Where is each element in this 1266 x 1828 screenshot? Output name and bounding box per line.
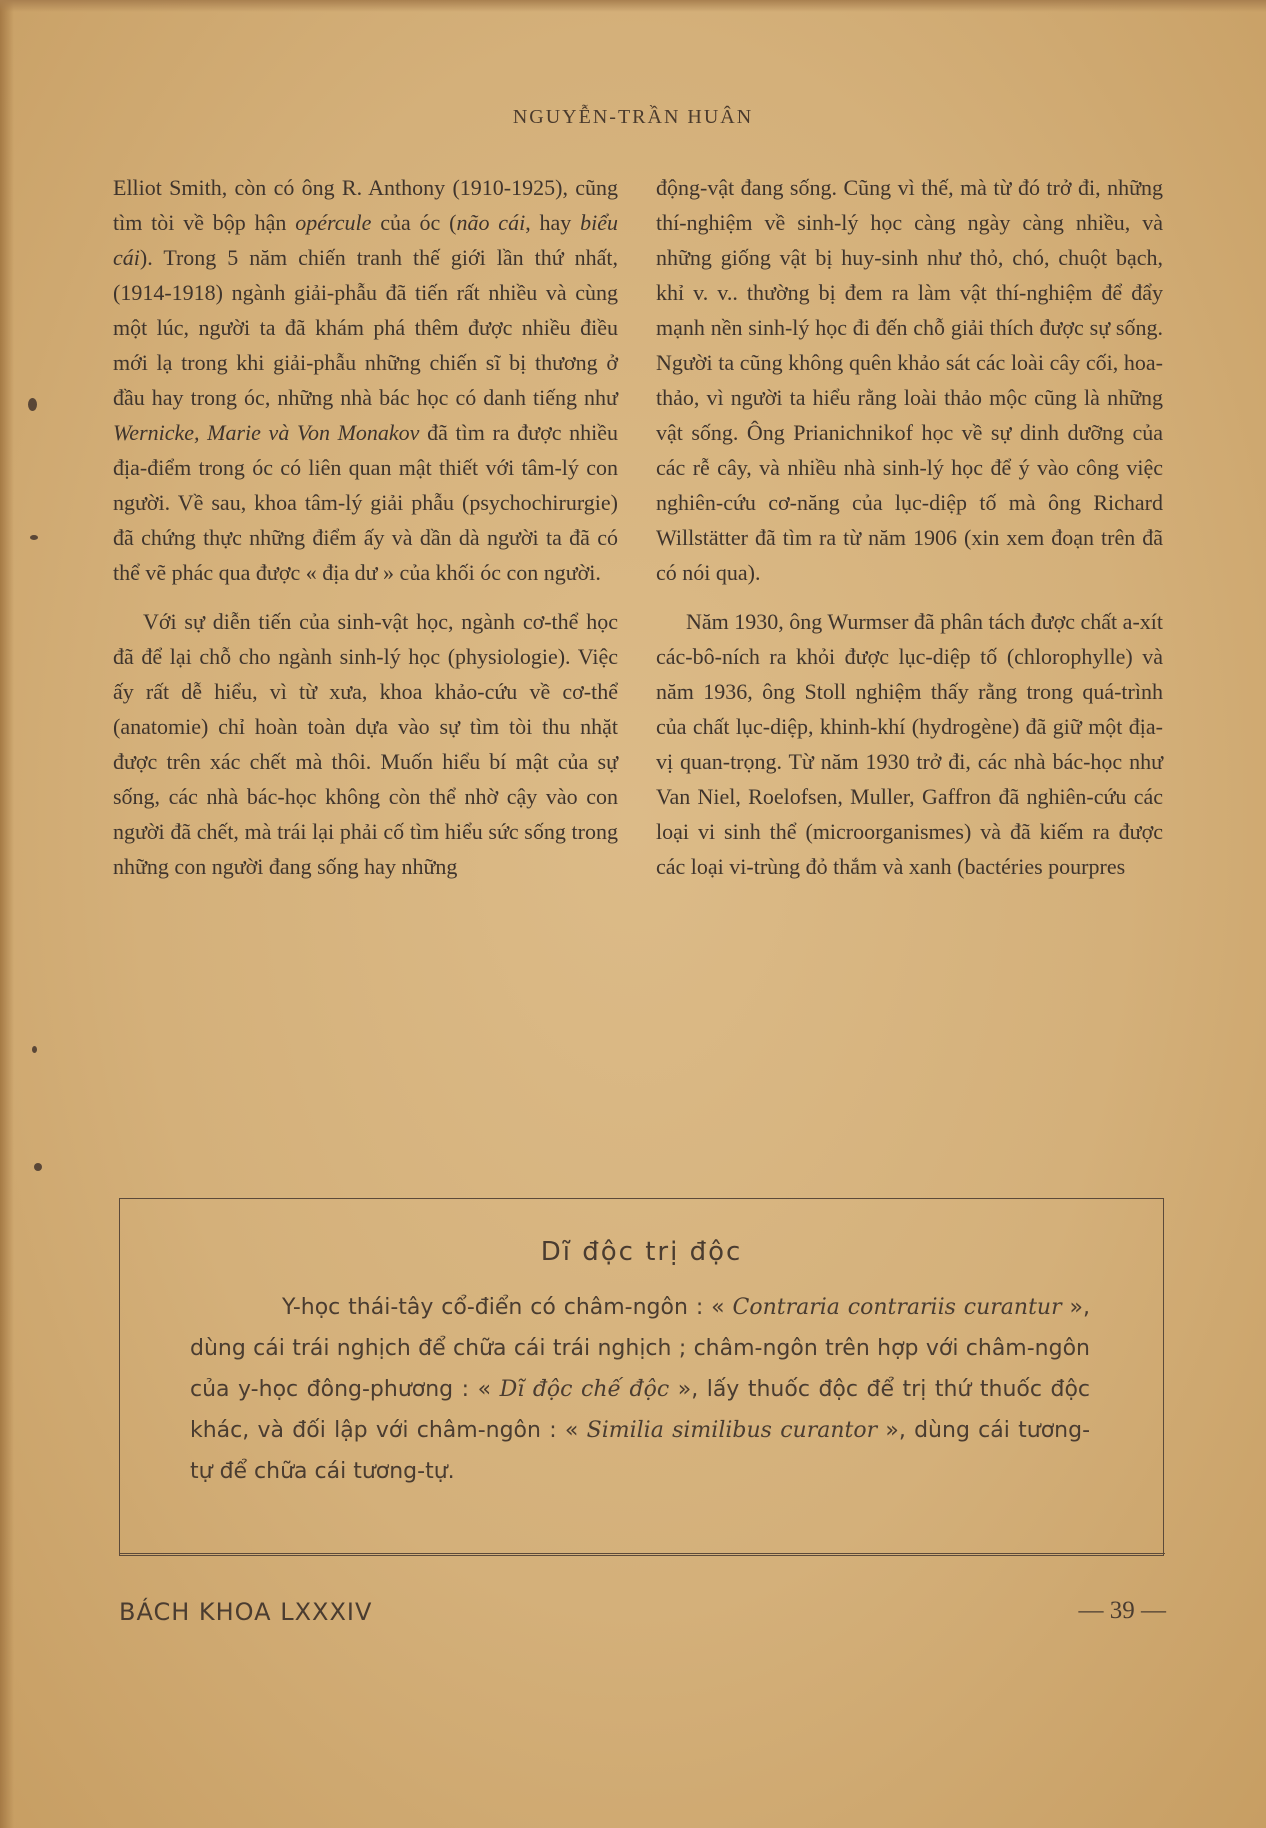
right-column — [656, 170, 1163, 884]
box-body — [190, 1287, 1090, 1492]
page-top-shadow — [0, 0, 1266, 12]
left-paragraph-1: Elliot Smith, còn có ông R. Anthony (1910-1925), cũng tìm tòi về bộp hận opércule của óc (não cái, hay biểu cái). Trong 5 năm chiến tranh thế giới lần thứ nhất, (1914-1918) ngành giải-phẫu đã tiến rất nhiều và cùng một lúc, người ta đã khám phá thêm được nhiều điều mới lạ trong khi giải-phẫu những chiến sĩ bị thương ở đầu hay trong óc, những nhà bác học có danh tiếng như Wernicke, Marie và Von Monakov đã tìm ra được nhiều địa-điểm trong óc có liên quan mật thiết với tâm-lý con người. Về sau, khoa tâm-lý giải phẫu (psychochirurgie) đã chứng thực những điểm ấy và dần dà người ta đã có thể vẽ phác qua được « địa dư » của khối óc con người. — [113, 175, 618, 585]
page-number: — 39 — — [1078, 1597, 1166, 1624]
magazine-name: BÁCH KHOA LXXXIV — [119, 1598, 373, 1626]
box-paragraph: Y-học thái-tây cổ-điển có châm-ngôn : « Contraria contrariis curantur », dùng cái trái nghịch để chữa cái trái nghịch ; châm-ngôn trên hợp với châm-ngôn của y-học đông-phương : « Dĩ độc chế độc », lấy thuốc độc để trị thứ thuốc độc khác, và đối lập với châm-ngôn : « Similia similibus curantor », dùng cái tương-tự để chữa cái tương-tự. — [190, 1295, 1091, 1484]
left-column — [113, 170, 618, 884]
page-edge-shadow — [0, 0, 14, 1828]
right-paragraph-1: động-vật đang sống. Cũng vì thế, mà từ đó trở đi, những thí-nghiệm về sinh-lý học càng ngày càng nhiều, và những giống vật bị huy-sinh như thỏ, chó, chuột bạch, khỉ v. v.. thường bị đem ra làm vật thí-nghiệm để đẩy mạnh nền sinh-lý học đi đến chỗ giải thích được sự sống. Người ta cũng không quên khảo sát các loài cây cối, hoa-thảo, vì người ta hiểu rằng loài thảo mộc cũng là những vật sống. Ông Prianichnikof học về sự dinh dưỡng của các rễ cây, và nhiều nhà sinh-lý học để ý vào công việc nghiên-cứu cơ-năng của lục-diệp tố mà ông Richard Willstätter đã tìm ra từ năm 1906 (xin xem đoạn trên đã có nói qua). — [656, 175, 1163, 585]
margin-blot — [32, 1046, 37, 1053]
margin-blot — [34, 1163, 42, 1171]
left-paragraph-2: Với sự diễn tiến của sinh-vật học, ngành cơ-thể học đã để lại chỗ cho ngành sinh-lý học (physiologie). Việc ấy rất dễ hiểu, vì từ xưa, khoa khảo-cứu về cơ-thể (anatomie) chỉ hoàn toàn dựa vào sự tìm tòi thu nhặt được trên xác chết mà thôi. Muốn hiểu bí mật của sự sống, các nhà bác-học không còn thể nhờ cậy vào con người đã chết, mà trái lại phải cố tìm hiểu sức sống trong những con người đang sống hay những — [113, 609, 618, 879]
box-bottom-rule — [119, 1553, 1165, 1554]
box-title: Dĩ độc trị độc — [540, 1237, 743, 1267]
margin-blot — [28, 398, 37, 411]
right-paragraph-2: Năm 1930, ông Wurmser đã phân tách được chất a-xít các-bô-ních ra khỏi được lục-diệp tố (chlorophylle) và năm 1936, ông Stoll nghiệm thấy rằng trong quá-trình của chất lục-diệp, khinh-khí (hydrogène) đã giữ một địa-vị quan-trọng. Từ năm 1930 trở đi, các nhà bác-học như Van Niel, Roelofsen, Muller, Gaffron đã nghiên-cứu các loại vi sinh thể (microorganismes) và đã kiếm ra được các loại vi-trùng đỏ thắm và xanh (bactéries pourpres — [656, 609, 1163, 879]
margin-blot — [30, 535, 38, 540]
running-head: NGUYỄN-TRẦN HUÂN — [512, 106, 754, 128]
sidebar-box — [119, 1198, 1164, 1556]
